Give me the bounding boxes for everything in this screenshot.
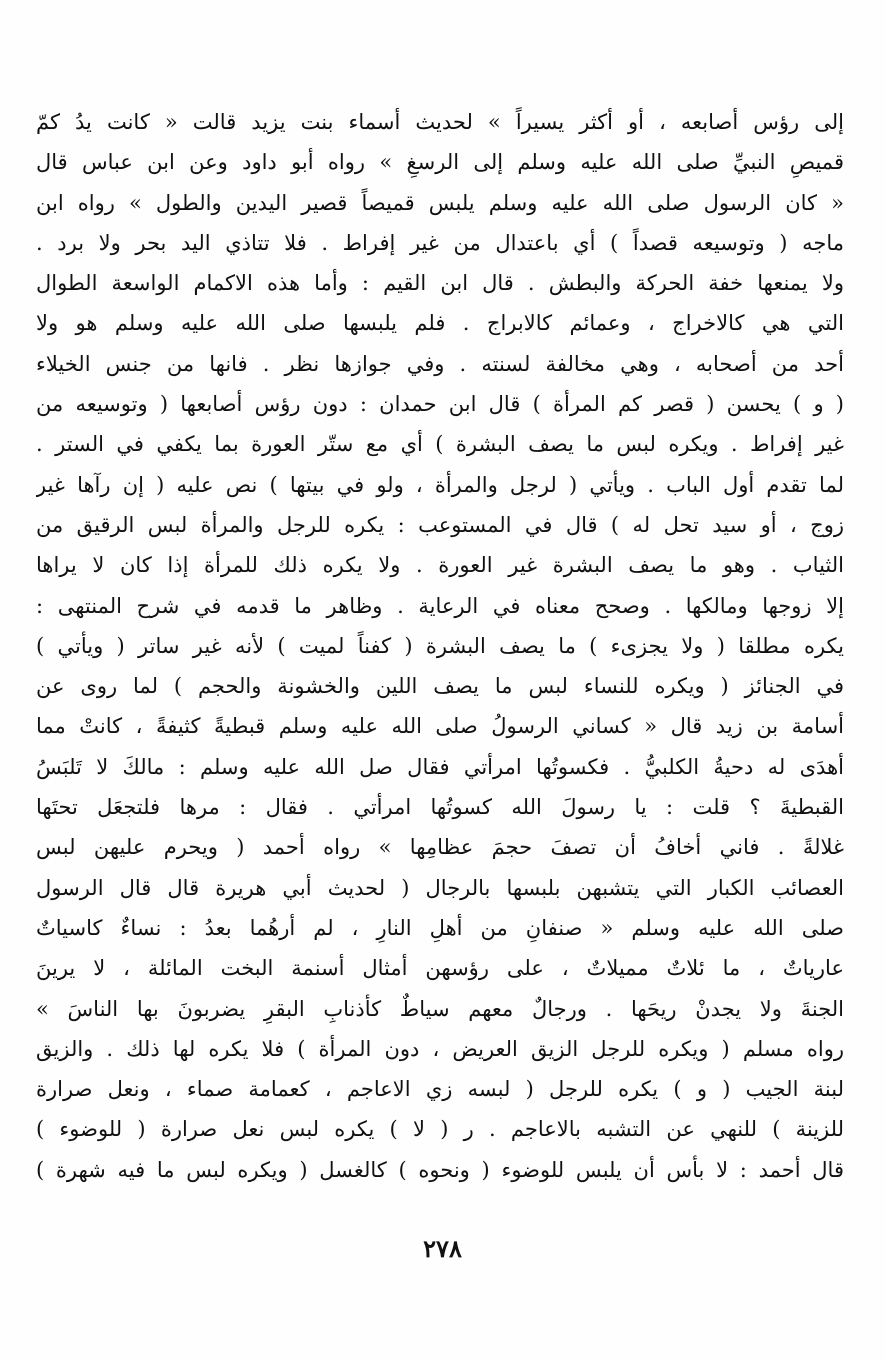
text-line: لما تقدم أول الباب . ويأتي ( لرجل والمرأة ، ولو في بيتها ) نص عليه ( إن رآها غير <box>36 472 844 497</box>
page-number: ٢٧٨ <box>423 1234 462 1263</box>
text-line: رواه مسلم ( ويكره للرجل الزيق العريض ، دون المرأة ) فلا يكره لها ذلك . والزيق <box>36 1036 844 1061</box>
text-line: في الجنائز ( ويكره للنساء لبس ما يصف اللين والخشونة والحجم ) لما روى عن <box>36 674 844 699</box>
text-line: زوج ، أو سيد تحل له ) قال في المستوعب : يكره للرجل والمرأة لبس الرقيق من <box>36 512 844 537</box>
text-line: يكره مطلقا ( ولا يجزىء ) ما يصف البشرة ( كفناً لميت ) لأنه غير ساتر ( ويأتي ) <box>36 633 844 658</box>
text-line: غلالةً . فاني أخافُ أن تصفَ حجمَ عظامِها » رواه أحمد ( ويحرم عليهن لبس <box>36 835 844 860</box>
text-line: صلى الله عليه وسلم « صنفانِ من أهلِ النارِ ، لم أرهُما بعدُ : نساءٌ كاسياتٌ <box>36 915 844 940</box>
text-line: أحد من أصحابه ، وهي مخالفة لسنته . وفي جوازها نظر . فانها من جنس الخيلاء <box>36 351 844 376</box>
text-line: لبنة الجيب ( و ) يكره للرجل ( لبسه زي الاعاجم ، كعمامة صماء ، ونعل صرارة <box>36 1077 844 1102</box>
text-line: عارياتٌ ، ما ئلاتٌ مميلاتٌ ، على رؤسهن أمثال أسنمة البخت المائلة ، لا يرينَ <box>36 956 844 981</box>
text-line: إلى رؤس أصابعه ، أو أكثر يسيراً » لحديث أسماء بنت يزيد قالت « كانت يدُ كمّ <box>36 110 844 134</box>
page-body-text <box>36 102 844 1190</box>
text-line: « كان الرسول صلى الله عليه وسلم يلبس قميصاً قصير اليدين والطول » رواه ابن <box>36 190 844 215</box>
text-line: إلا زوجها ومالكها . وصحح معناه في الرعاية . وظاهر ما قدمه في شرح المنتهى : <box>36 593 844 618</box>
text-line: قميصِ النبيِّ صلى الله عليه وسلم إلى الرسغِ » رواه أبو داود وعن ابن عباس قال <box>36 150 844 175</box>
text-line: للزينة ) للنهي عن التشبه بالاعاجم . ر ( لا ) يكره لبس نعل صرارة ( للوضوء ) <box>36 1117 844 1142</box>
text-line: التي هي كالاخراج ، وعمائم كالابراج . فلم يلبسها صلى الله عليه وسلم هو ولا <box>36 311 844 336</box>
text-line: ( و ) يحسن ( قصر كم المرأة ) قال ابن حمدان : دون رؤس أصابعها ( وتوسيعه من <box>36 392 844 417</box>
text-line: قال أحمد : لا بأس أن يلبس للوضوء ( ونحوه ) كالغسل ( ويكره لبس ما فيه شهرة ) <box>36 1157 844 1182</box>
text-line: ماجه ( وتوسيعه قصداً ) أي باعتدال من غير إفراط . فلا تتاذي اليد بحر ولا برد . <box>36 230 844 255</box>
text-line: أهدَى له دحيةُ الكلبيُّ . فكسوتُها امرأتي فقال صل الله عليه وسلم : مالكَ لا تَلبَسُ <box>36 754 844 779</box>
text-line: الثياب . وهو ما يصف البشرة غير العورة . ولا يكره ذلك للمرأة إذا كان لا يراها <box>36 553 844 578</box>
text-line: غير إفراط . ويكره لبس ما يصف البشرة ) أي مع ستّر العورة بما يكفي في الستر . <box>36 432 844 457</box>
text-line: القبطيةَ ؟ قلت : يا رسولَ الله كسوتُها امرأتي . فقال : مرها فلتجعَل تحتَها <box>36 795 844 820</box>
text-line: ولا يمنعها خفة الحركة والبطش . قال ابن القيم : وأما هذه الاكمام الواسعة الطوال <box>36 271 844 296</box>
text-line: الجنةَ ولا يجدنْ ريحَها . ورجالٌ معهم سياطٌ كأذنابِ البقرِ يضربونَ بها الناسَ » <box>36 996 844 1021</box>
text-line: أسامة بن زيد قال « كساني الرسولُ صلى الله عليه وسلم قبطيةً كثيفةً ، كانتْ مما <box>36 714 844 739</box>
text-line: العصائب الكبار التي يتشبهن بلبسها بالرجال ( لحديث أبي هريرة قال قال الرسول <box>36 875 844 900</box>
